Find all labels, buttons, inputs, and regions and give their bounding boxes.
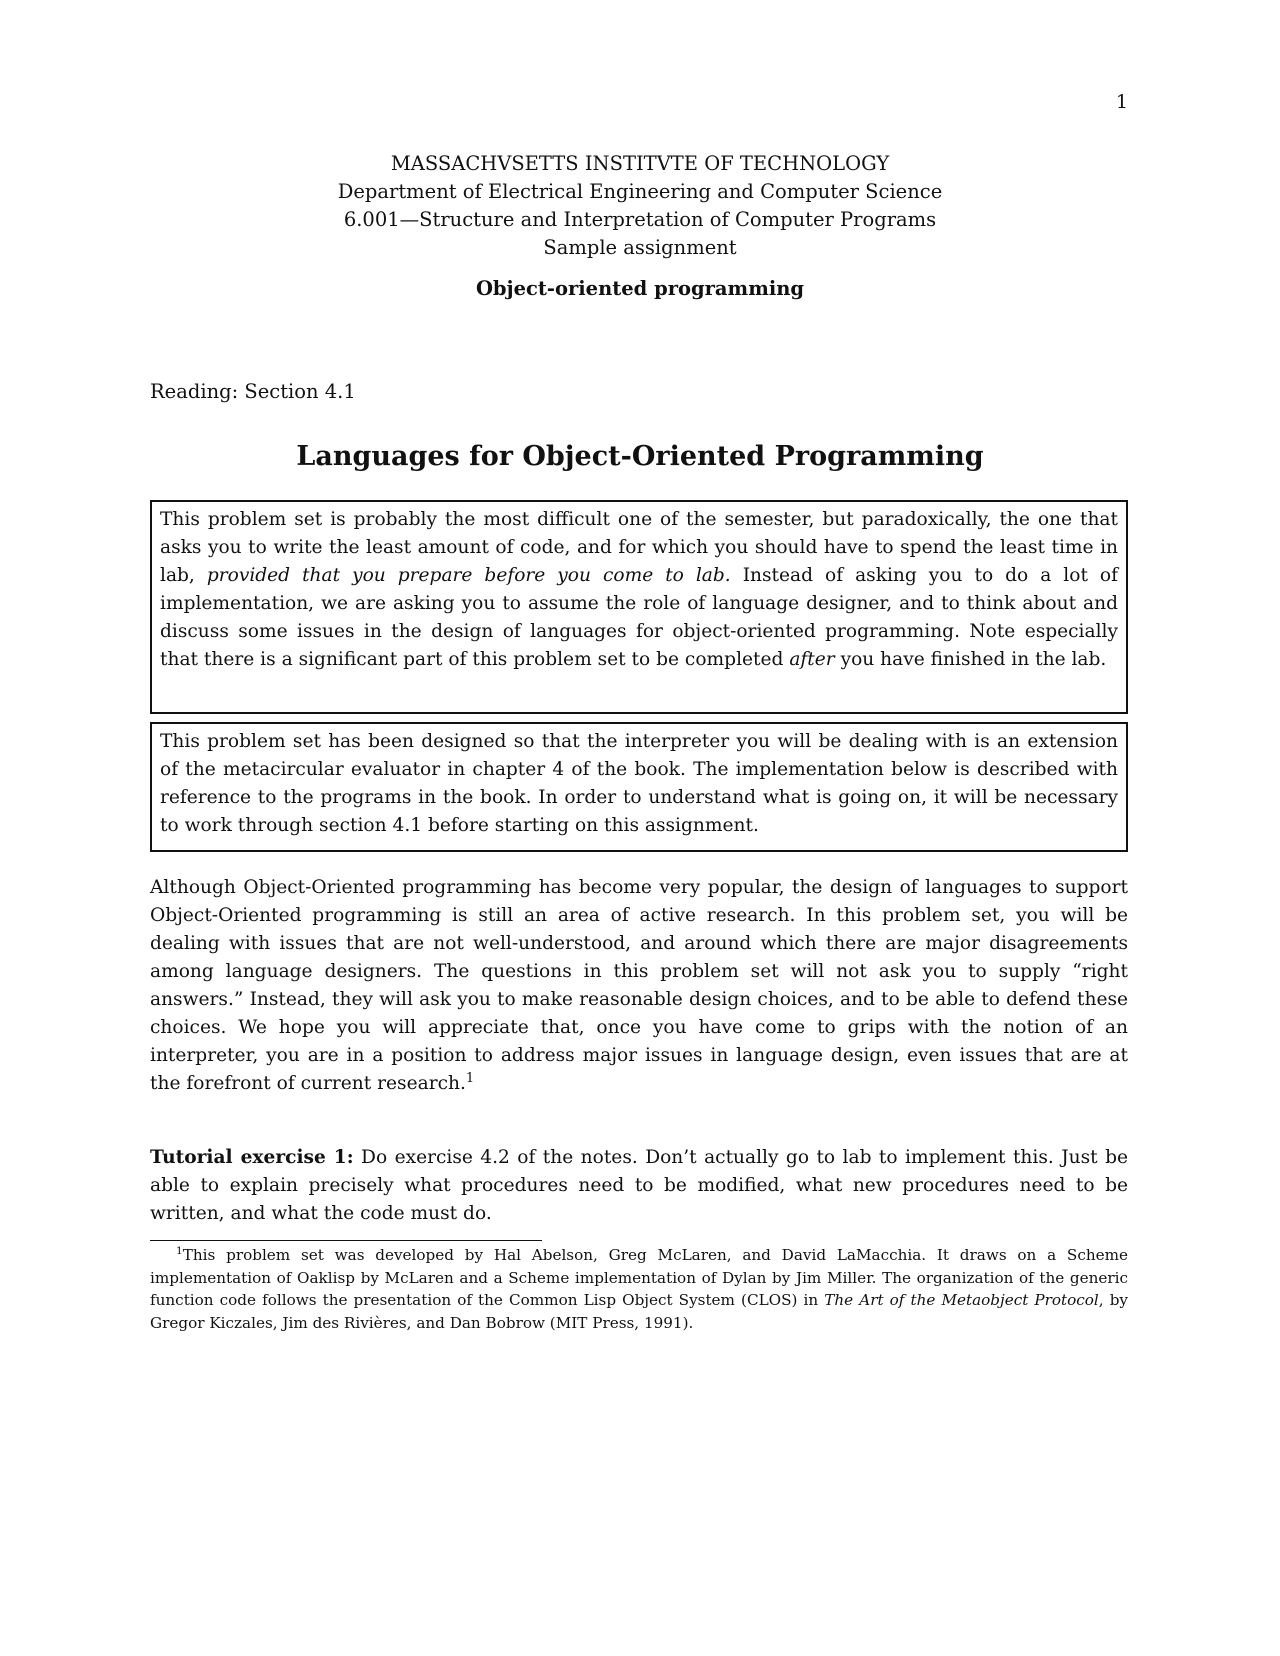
tutorial-exercise-text: Do exercise 4.2 of the notes. Don’t actually go to lab to implement this. Just be able to explain precisely what procedures need to be modified, what new procedures need to be written, and what the code must do. (150, 1147, 1128, 1224)
body-paragraph-text: Although Object-Oriented programming has become very popular, the design of languages to support Object-Oriented programming is still an area of active research. In this problem set, you will be dealing with issues that are not well-understood, and around which there are major disagreements among language designers. The questions in this problem set will not ask you to supply “right answers.” Instead, they will ask you to make reasonable design choices, and to be able to defend these choices. We hope you will appreciate that, once you have come to grips with the notion of an interpreter, you are in a position to address major issues in language design, even issues that are at the forefront of current research. (150, 877, 1128, 1094)
tutorial-exercise-label: Tutorial exercise 1: (150, 1147, 354, 1168)
document-header (150, 150, 1130, 262)
page-number: 1 (1115, 91, 1128, 113)
intro-emphasis-after: after (789, 649, 835, 670)
interpreter-note-box (150, 722, 1128, 852)
tutorial-exercise (150, 1144, 1128, 1228)
section-title: Languages for Object-Oriented Programming (296, 441, 984, 472)
footnote-text-1: This problem set was developed by Hal Abelson, Greg McLaren, and David LaMacchia. It draws on a Scheme implementation of Oaklisp by McLaren and a Scheme implementation of Dylan by Jim Miller. The organization of the generic function code follows the presentation of the Common Lisp Object System (CLOS) in (150, 1246, 1128, 1309)
footnote-text-2: , by Gregor Kiczales, Jim des Rivières, and Dan Bobrow (MIT Press, 1991). (150, 1291, 1128, 1332)
interpreter-note-text: This problem set has been designed so that the interpreter you will be dealing with is an extension of the metacircular evaluator in chapter 4 of the book. The implementation below is described with reference to the programs in the book. In order to understand what is going on, it will be necessary to work through section 4.1 before starting on this assignment. (160, 731, 1118, 836)
footnote (150, 1244, 1128, 1334)
footnote-book-title: The Art of the Metaobject Protocol (824, 1291, 1099, 1309)
reading-assignment: Reading: Section 4.1 (150, 380, 356, 403)
department-name: Department of Electrical Engineering and Computer Science (337, 180, 943, 203)
intro-text-2: Instead of asking you to do a lot of implementation, we are asking you to assume the role of language designer, and to think about and discuss some issues in the design of languages for object-oriented programming. Note especially that there is a significant part of this problem set to be completed (160, 565, 1118, 670)
intro-box (150, 500, 1128, 714)
footnote-reference[interactable]: 1 (465, 1070, 475, 1086)
document-subtitle: Object-oriented programming (475, 277, 805, 300)
intro-text-3: you have finished in the lab. (834, 649, 1107, 670)
assignment-label: Sample assignment (543, 236, 737, 259)
intro-text-1: This problem set is probably the most difficult one of the semester, but paradoxically, the one that asks you to write the least amount of code, and for which you should have to spend the least time in lab, (160, 509, 1118, 586)
intro-emphasis-prepare: provided that you prepare before you come to lab. (206, 565, 731, 586)
course-title: 6.001—Structure and Interpretation of Computer Programs (343, 208, 937, 231)
footnote-mark: 1 (176, 1243, 183, 1257)
institution-name: MASSACHVSETTS INSTITVTE OF TECHNOLOGY (390, 152, 890, 175)
footnote-divider (150, 1240, 542, 1241)
body-paragraph (150, 874, 1128, 1098)
